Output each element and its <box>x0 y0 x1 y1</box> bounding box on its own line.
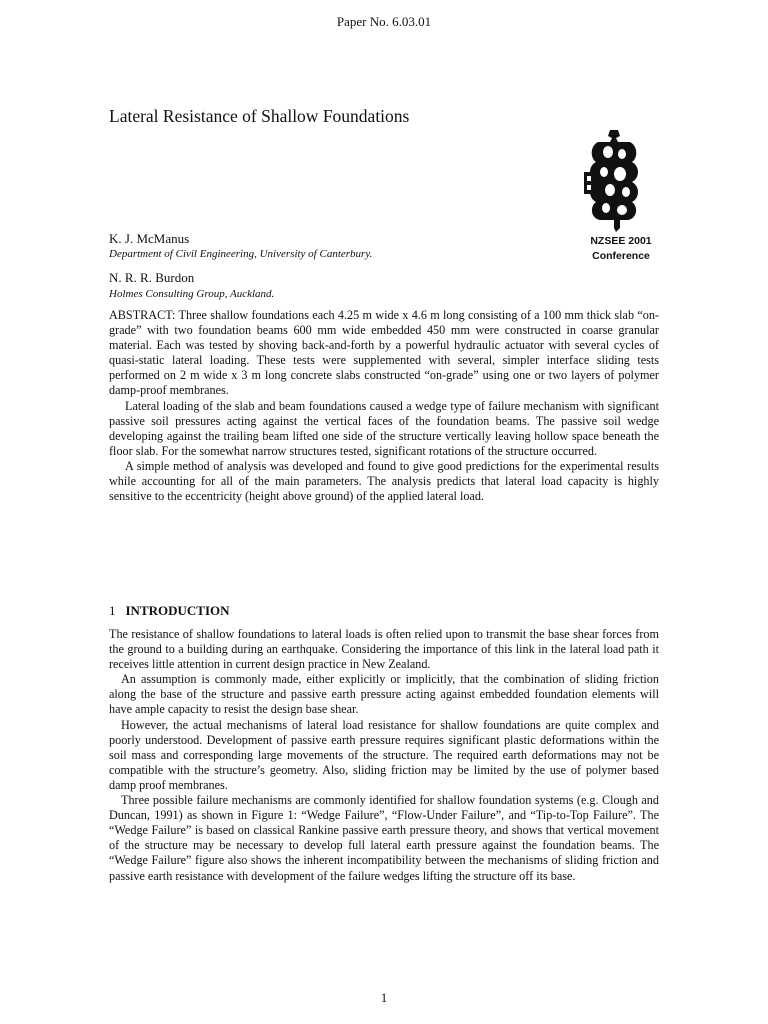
section-heading <box>109 603 230 619</box>
logo-caption-line2: Conference <box>592 250 650 262</box>
author-name: N. R. R. Burdon <box>109 270 195 285</box>
paper-title: Lateral Resistance of Shallow Foundations <box>109 106 410 126</box>
body-paragraph: An assumption is commonly made, either explicitly or implicitly, that the combination of sliding friction along the base of the structure and passive earth pressure acting against embedded foundation elements will have ample capacity to resist the design base shear. <box>109 672 659 717</box>
author-affiliation: Holmes Consulting Group, Auckland. <box>109 288 275 300</box>
body-paragraph: However, the actual mechanisms of lateral load resistance for shallow foundations are quite complex and poorly understood. Development of passive earth pressure requires significant plastic deformations within the soil mass and corresponding large movements of the structure. The required earth deformations may not be compatible with the structure’s geometry. Also, sliding friction may be limited by the use of polymer based damp proof membranes. <box>109 717 659 792</box>
section-number: 1 <box>109 603 116 618</box>
abstract <box>109 308 659 504</box>
logo-caption-line1: NZSEE 2001 <box>590 235 652 247</box>
logo-caption <box>585 234 657 264</box>
page-number: 1 <box>380 990 388 1005</box>
paper-number-header: Paper No. 6.03.01 <box>336 14 432 29</box>
body-paragraph: Three possible failure mechanisms are commonly identified for shallow foundation systems (e.g. Clough and Duncan, 1991) as shown in Figure 1: “Wedge Failure”, “Flow-Under Failure”, and “Tip-to-Top Failure”. The “Wedge Failure” is based on classical Rankine passive earth pressure theory, and shows that vertical movement of the structure may be necessary to develop full lateral earth pressure against the foundation beams. The “Wedge Failure” figure also shows the inherent incompatibility between the mechanisms of sliding friction and passive earth resistance with development of the failure wedges lifting the structure off its base. <box>109 793 659 883</box>
abstract-paragraph: A simple method of analysis was developed and found to give good predictions for the experimental results while accounting for all of the main parameters. The analysis predicts that lateral load capacity is highly sensitive to the eccentricity (height above ground) of the applied lateral load. <box>109 458 659 504</box>
introduction-body <box>109 627 659 884</box>
abstract-paragraph: Lateral loading of the slab and beam foundations caused a wedge type of failure mechanism with significant passive soil pressures acting against the vertical faces of the foundation beams. The passive soil wedge developing against the trailing beam lifted one side of the structure vertically leaving hollow space beneath the floor slab. For the somewhat narrow structures tested, significant rotations of the structure occurred. <box>109 398 659 458</box>
abstract-paragraph: ABSTRACT: Three shallow foundations each 4.25 m wide x 4.6 m long consisting of a 100 mm thick slab “on-grade” with two foundation beams 600 mm wide embedded 450 mm were constructed in coarse granular material. Each was tested by shoving back-and-forth by a powerful hydraulic actuator with several cycles of quasi-static lateral loading. These tests were supplemented with several, simpler interface sliding tests performed on 2 m wide x 3 m long concrete slabs constructed “on-grade” using one or two layers of polymer damp-proof membranes. <box>109 308 659 398</box>
body-paragraph: The resistance of shallow foundations to lateral loads is often relied upon to transmit the base shear forces from the ground to a building during an earthquake. Considering the importance of this link in the lateral load path it receives little attention in current design practice in New Zealand. <box>109 627 659 672</box>
author-name: K. J. McManus <box>109 231 190 246</box>
nzsee-logo-icon <box>580 128 648 232</box>
section-title: INTRODUCTION <box>125 603 230 618</box>
author-affiliation: Department of Civil Engineering, University of Canterbury. <box>109 248 373 260</box>
